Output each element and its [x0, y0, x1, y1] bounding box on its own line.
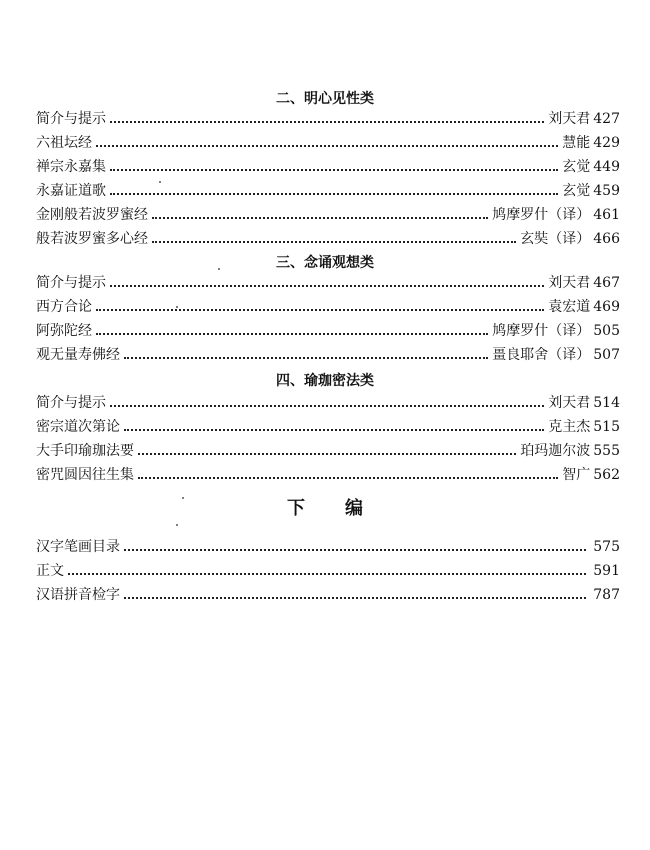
- entry-page: 514: [593, 395, 620, 411]
- entry-page: 467: [593, 275, 620, 291]
- dot-leader: [152, 217, 488, 219]
- entry-page: 466: [593, 231, 620, 247]
- entry-page: 429: [593, 135, 620, 151]
- entry-author: 克主杰: [548, 419, 591, 435]
- entry-title: 般若波罗蜜多心经: [36, 231, 148, 247]
- toc-entry[interactable]: [36, 414, 620, 436]
- entry-title: 观无量寿佛经: [36, 347, 120, 363]
- scan-speck: [182, 497, 184, 499]
- entry-title: 阿弥陀经: [36, 323, 92, 339]
- dot-leader: [124, 597, 586, 599]
- entry-author: 鸠摩罗什（译）: [492, 323, 591, 339]
- entry-title: 密宗道次第论: [36, 419, 120, 435]
- entry-author: 刘天君: [548, 275, 591, 291]
- dot-leader: [124, 357, 488, 359]
- section-heading: 二、明心见性类: [276, 91, 374, 107]
- dot-leader: [96, 333, 488, 335]
- entry-title: 大手印瑜珈法要: [36, 443, 134, 459]
- entry-title: 西方合论: [36, 299, 92, 315]
- entry-title: 永嘉证道歌: [36, 183, 106, 199]
- scan-speck: [176, 524, 178, 526]
- entry-author: 玄觉: [562, 159, 591, 175]
- section-heading: 四、瑜珈密法类: [276, 373, 374, 389]
- toc-entry[interactable]: [36, 154, 620, 176]
- entry-author: 智广: [562, 467, 591, 483]
- entry-author: 刘天君: [548, 111, 591, 127]
- entry-page: 555: [593, 443, 620, 459]
- entry-page: 575: [593, 539, 620, 555]
- entry-title: 密咒圆因往生集: [36, 467, 134, 483]
- dot-leader: [110, 121, 544, 123]
- section-heading: 三、念诵观想类: [276, 255, 374, 271]
- scan-speck: [176, 306, 178, 308]
- entry-author: 珀玛迦尔波: [520, 443, 591, 459]
- entry-author: 慧能: [562, 135, 591, 151]
- entry-author: 畺良耶舍（译）: [492, 347, 591, 363]
- entry-title: 简介与提示: [36, 111, 106, 127]
- entry-author: 玄奘（译）: [520, 231, 591, 247]
- toc-entry[interactable]: [36, 130, 620, 152]
- toc-entry[interactable]: [36, 318, 620, 340]
- entry-page: 507: [593, 347, 620, 363]
- entry-title: 禅宗永嘉集: [36, 159, 106, 175]
- toc-entry[interactable]: [36, 342, 620, 364]
- dot-leader: [138, 453, 516, 455]
- entry-page: 449: [593, 159, 620, 175]
- entry-page: 427: [593, 111, 620, 127]
- entry-page: 459: [593, 183, 620, 199]
- dot-leader: [152, 241, 516, 243]
- entry-page: 787: [593, 587, 620, 603]
- dot-leader: [96, 309, 544, 311]
- dot-leader: [96, 145, 558, 147]
- dot-leader: [124, 549, 586, 551]
- entry-author: 袁宏道: [548, 299, 591, 315]
- toc-entry[interactable]: [36, 202, 620, 224]
- entry-page: 469: [593, 299, 620, 315]
- toc-entry[interactable]: [36, 558, 620, 580]
- dot-leader: [110, 193, 558, 195]
- toc-entry[interactable]: [36, 294, 620, 316]
- entry-title: 简介与提示: [36, 275, 106, 291]
- dot-leader: [68, 573, 586, 575]
- entry-author: 鸠摩罗什（译）: [492, 207, 591, 223]
- toc-entry[interactable]: [36, 106, 620, 128]
- entry-author: 刘天君: [548, 395, 591, 411]
- entry-page: 562: [593, 467, 620, 483]
- entry-page: 461: [593, 207, 620, 223]
- entry-title: 汉字笔画目录: [36, 539, 120, 555]
- entry-title: 金刚般若波罗蜜经: [36, 207, 148, 223]
- scan-speck: [159, 181, 161, 183]
- toc-entry[interactable]: [36, 534, 620, 556]
- scan-speck: [218, 268, 220, 270]
- dot-leader: [110, 405, 544, 407]
- dot-leader: [124, 429, 544, 431]
- dot-leader: [138, 477, 558, 479]
- entry-title: 汉语拼音检字: [36, 587, 120, 603]
- dot-leader: [110, 169, 558, 171]
- toc-entry[interactable]: [36, 270, 620, 292]
- entry-page: 591: [593, 563, 620, 579]
- part-heading: 下编: [287, 498, 403, 519]
- toc-entry[interactable]: [36, 390, 620, 412]
- entry-page: 505: [593, 323, 620, 339]
- entry-author: 玄觉: [562, 183, 591, 199]
- toc-entry[interactable]: [36, 226, 620, 248]
- toc-entry[interactable]: [36, 438, 620, 460]
- toc-entry[interactable]: [36, 178, 620, 200]
- toc-entry[interactable]: [36, 582, 620, 604]
- dot-leader: [110, 285, 544, 287]
- entry-title: 简介与提示: [36, 395, 106, 411]
- toc-entry[interactable]: [36, 462, 620, 484]
- entry-title: 正文: [36, 563, 64, 579]
- entry-title: 六祖坛经: [36, 135, 92, 151]
- entry-page: 515: [593, 419, 620, 435]
